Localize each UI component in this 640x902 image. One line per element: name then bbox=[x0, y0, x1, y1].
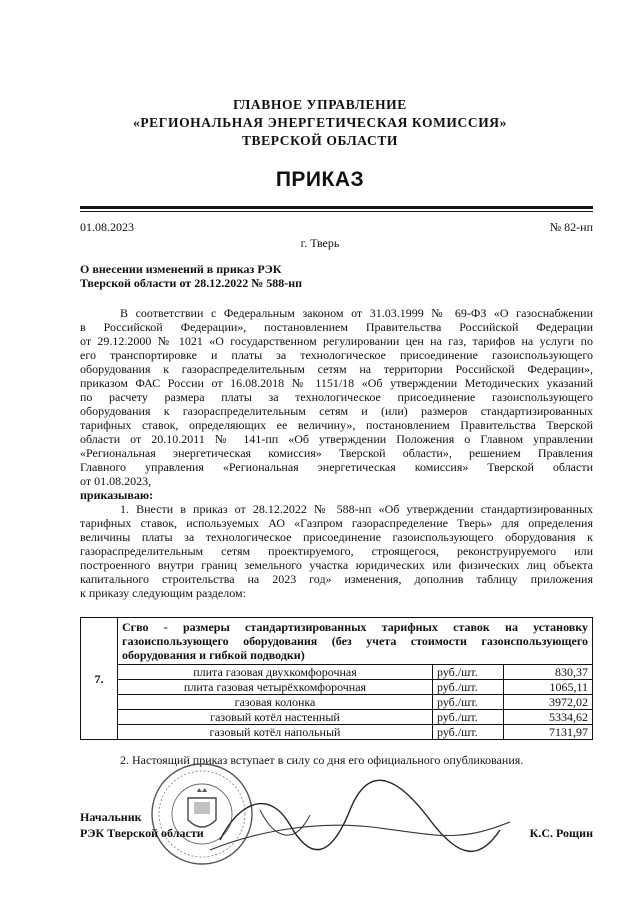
section-header-line: оборудования и гибкой подводки) bbox=[122, 648, 305, 662]
subject-line-2: Тверской области от 28.12.2022 № 588-нп bbox=[80, 276, 303, 290]
table-row bbox=[81, 665, 593, 680]
item1-line: величины платы за технологическое присоединение газоиспользующего оборудования к bbox=[80, 530, 593, 544]
row-name: плита газовая двухкомфорочная bbox=[118, 665, 433, 680]
preamble-line: от 01.08.2023, bbox=[80, 474, 152, 488]
row-value: 830,37 bbox=[504, 665, 593, 680]
row-value: 7131,97 bbox=[504, 725, 593, 740]
item1-line: газораспределительным сетям проектируемого, строящегося, реконструируемого или bbox=[80, 544, 593, 558]
signatory-title-line-1: Начальник bbox=[80, 810, 142, 824]
header-rule-thin bbox=[80, 211, 593, 212]
preamble-line: от 29.12.2000 № 1021 «О государственном регулировании цен на газ, тарифов на услуги по bbox=[80, 334, 593, 348]
order-word: приказываю: bbox=[80, 488, 154, 502]
table-row bbox=[81, 695, 593, 710]
item2-text: 2. Настоящий приказ вступает в силу со дня его официального опубликования. bbox=[120, 753, 524, 767]
document-city: г. Тверь bbox=[300, 236, 340, 250]
row-name: плита газовая четырёхкомфорочная bbox=[118, 680, 433, 695]
table-row bbox=[81, 680, 593, 695]
preamble-line: его транспортировке и платы за технологическое присоединение газоиспользующего bbox=[80, 348, 593, 362]
item1-line: построенного внутри границ земельного участка юридических или физических лиц объекта bbox=[80, 558, 593, 572]
preamble-line: «Региональная энергетическая комиссия» Тверской области», решением Правления bbox=[80, 446, 593, 460]
row-name: газовый котёл напольный bbox=[118, 725, 433, 740]
signatory-name: К.С. Рощин bbox=[529, 826, 593, 840]
row-name: газовый котёл настенный bbox=[118, 710, 433, 725]
row-value: 3972,02 bbox=[504, 695, 593, 710]
preamble-line: оборудования к газораспределительным сетям на территории Российской Федерации», bbox=[80, 362, 593, 376]
table-row bbox=[81, 725, 593, 740]
preamble bbox=[80, 306, 593, 600]
preamble-line: приказом ФАС России от 16.08.2018 № 1151/18 «Об утверждении Методических указаний bbox=[80, 376, 593, 390]
signatory-title-line-2: РЭК Тверской области bbox=[80, 826, 204, 840]
handwritten-signature-icon bbox=[200, 770, 520, 880]
org-name-line-3: ТВЕРСКОЙ ОБЛАСТИ bbox=[241, 133, 399, 148]
row-unit: руб./шт. bbox=[433, 725, 504, 740]
section-header-line: газоиспользующего оборудования (без учета стоимости газоиспользующего bbox=[122, 634, 588, 648]
row-unit: руб./шт. bbox=[433, 695, 504, 710]
preamble-line: Главного управления «Региональная энергетическая комиссия» Тверской области bbox=[80, 460, 593, 474]
document-type-title: ПРИКАЗ bbox=[275, 168, 365, 191]
preamble-line: оборудования к газораспределительным сетям и (или) размеров стандартизированных bbox=[80, 404, 593, 418]
table-header-row bbox=[81, 618, 593, 665]
item1-line: капитального строительства на 2023 год» изменения, дополнив таблицу приложения bbox=[80, 572, 593, 586]
tariff-table bbox=[80, 617, 593, 740]
preamble-line: В соответствии с Федеральным законом от 31.03.1999 № 69-ФЗ «О газоснабжении bbox=[120, 306, 593, 320]
document-number: № 82-нп bbox=[549, 220, 593, 234]
section-number: 7. bbox=[81, 618, 118, 740]
item1-line: 1. Внести в приказ от 28.12.2022 № 588-нп «Об утверждении стандартизированных bbox=[120, 502, 593, 516]
row-unit: руб./шт. bbox=[433, 680, 504, 695]
row-value: 1065,11 bbox=[504, 680, 593, 695]
item1-line: тарифных ставок, используемых АО «Газпром газораспределение Тверь» для определения bbox=[80, 516, 593, 530]
preamble-line: области от 20.10.2011 № 141-пп «Об утверждении Положения о Главном управлении bbox=[80, 432, 593, 446]
row-name: газовая колонка bbox=[118, 695, 433, 710]
section-header-line: Cгво - размеры стандартизированных тарифных ставок на установку bbox=[122, 620, 588, 634]
subject-line-1: О внесении изменений в приказ РЭК bbox=[80, 262, 282, 276]
item1-line: к приказу следующим разделом: bbox=[80, 586, 246, 600]
table-row bbox=[81, 710, 593, 725]
org-name-line-1: ГЛАВНОЕ УПРАВЛЕНИЕ bbox=[233, 97, 407, 112]
row-unit: руб./шт. bbox=[433, 665, 504, 680]
row-unit: руб./шт. bbox=[433, 710, 504, 725]
preamble-line: тарифных ставок, определяющих ее величину», постановлением Правительства Тверской bbox=[80, 418, 593, 432]
row-value: 5334,62 bbox=[504, 710, 593, 725]
section-header bbox=[118, 618, 593, 665]
document-date: 01.08.2023 bbox=[80, 220, 134, 234]
header-rule-thick bbox=[80, 206, 593, 209]
preamble-line: по расчету размера платы за технологическое присоединение газоиспользующего bbox=[80, 390, 593, 404]
org-name-line-2: «РЕГИОНАЛЬНАЯ ЭНЕРГЕТИЧЕСКАЯ КОМИССИЯ» bbox=[132, 115, 508, 130]
document-subject bbox=[80, 262, 400, 290]
preamble-line: в Российской Федерации», постановлением Правительства Российской Федерации bbox=[80, 320, 593, 334]
